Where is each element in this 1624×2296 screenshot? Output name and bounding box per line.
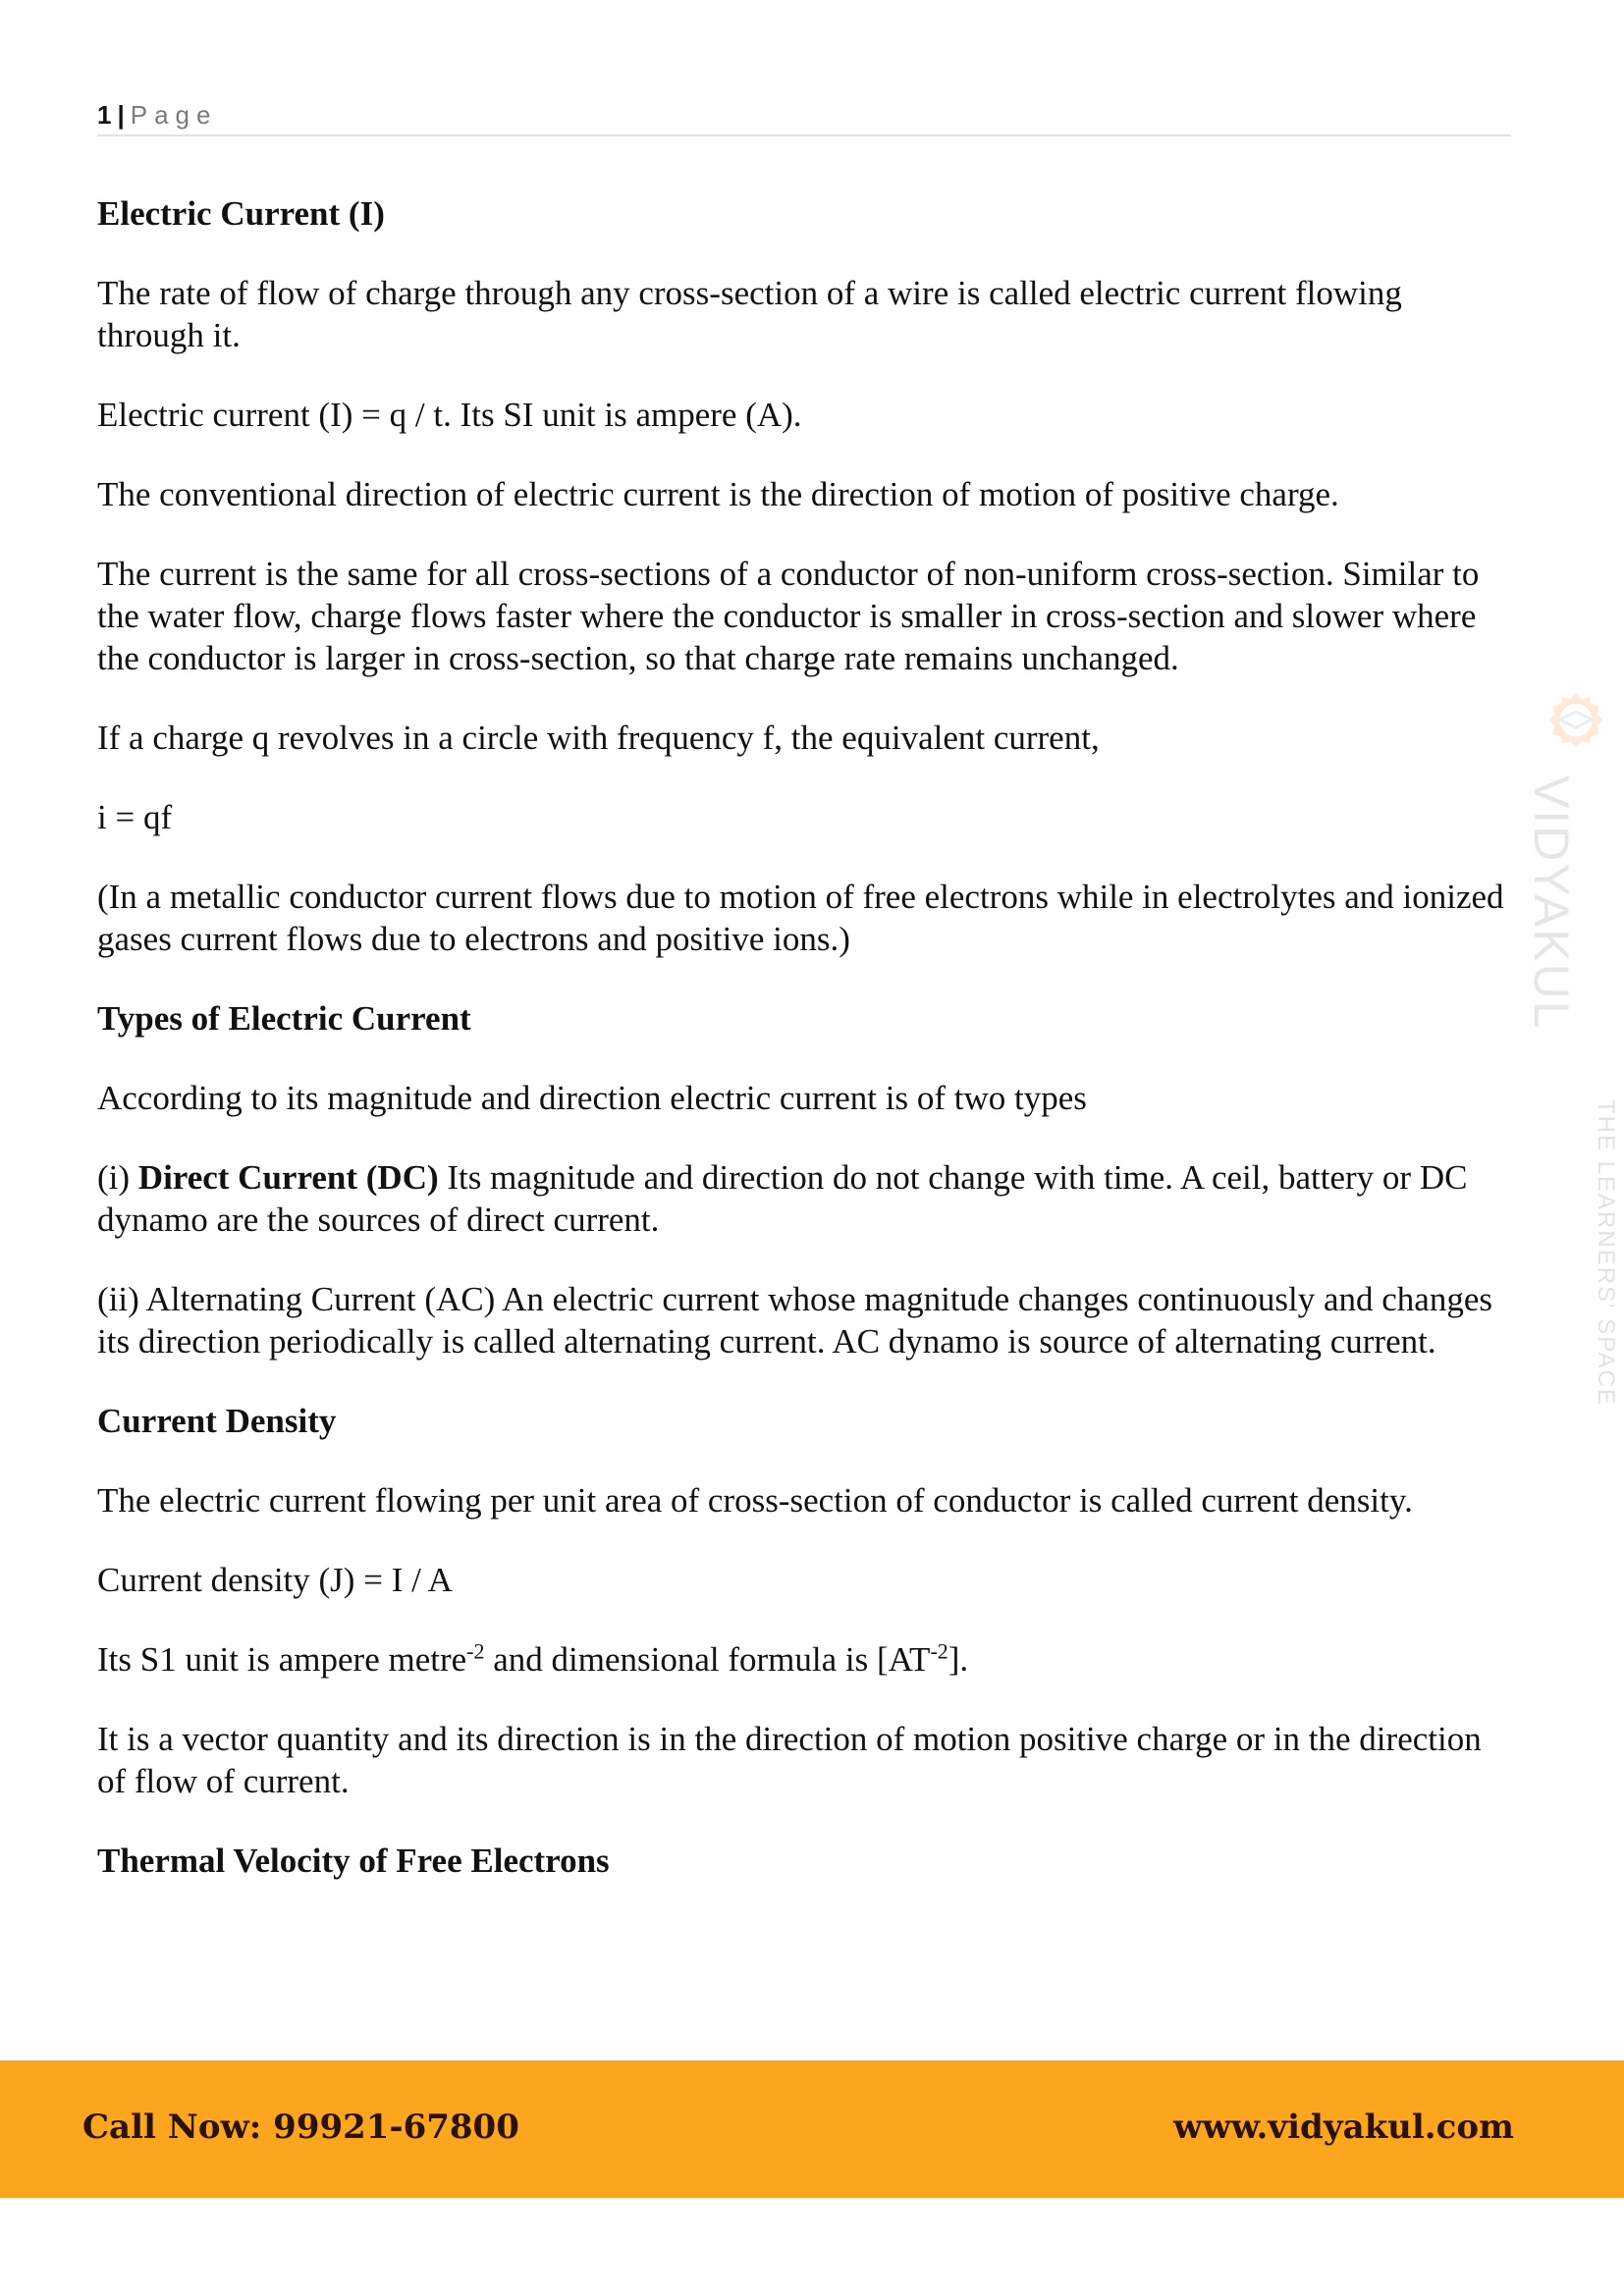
heading-thermal-velocity: Thermal Velocity of Free Electrons: [97, 1842, 610, 1880]
si-unit-exponent-2: -2: [930, 1638, 948, 1664]
watermark-brand: VIDYAKUL: [1524, 775, 1579, 1031]
equation-current-density: Current density (J) = I / A: [97, 1561, 453, 1599]
page-header: [97, 98, 1511, 136]
si-unit-text-2: and dimensional formula is [AT: [484, 1640, 931, 1679]
heading-current-density: Current Density: [97, 1402, 337, 1440]
heading-types-of-current: Types of Electric Current: [97, 999, 471, 1038]
website-link[interactable]: www.vidyakul.com: [1173, 2108, 1514, 2147]
paragraph-alternating-current: (ii) Alternating Current (AC) An electric current whose magnitude changes continuously and changes its direction periodically is called alternating current. AC dynamo is source of alternating current.: [97, 1280, 1492, 1361]
paragraph-direct-current: [97, 1156, 1511, 1241]
paragraph-density-definition: The electric current flowing per unit area of cross-section of conductor is called current density.: [97, 1481, 1413, 1520]
si-unit-text-3: ].: [947, 1640, 969, 1679]
paragraph-current-formula: Electric current (I) = q / t. Its SI unit is ampere (A).: [97, 396, 802, 434]
watermark-text-group: [1524, 775, 1620, 1757]
paragraph-rate-of-flow: The rate of flow of charge through any cross-section of a wire is called electric current flowing through it.: [97, 274, 1402, 354]
paragraph-revolving-charge: If a charge q revolves in a circle with frequency f, the equivalent current,: [97, 719, 1100, 757]
page-separator: |: [117, 100, 125, 130]
paragraph-conventional-direction: The conventional direction of electric current is the direction of motion of positive charge.: [97, 475, 1339, 513]
paragraph-same-current: The current is the same for all cross-sections of a conductor of non-uniform cross-section. Similar to the water flow, charge flows faster where the conductor is smaller in cross-section and slower where the conductor is larger in cross-section, so that charge rate remains unchanged.: [97, 555, 1480, 677]
page-number: 1: [97, 100, 112, 130]
paragraph-si-unit: [97, 1638, 1511, 1681]
dc-prefix: (i): [97, 1158, 138, 1197]
footer-banner: [0, 2060, 1624, 2198]
document-body: [97, 192, 1511, 1919]
vidyakul-watermark: [1524, 687, 1620, 1767]
paragraph-vector-quantity: It is a vector quantity and its direction is in the direction of motion positive charge or in the direction of flow of current.: [97, 1720, 1482, 1800]
dc-text: Its magnitude and direction do not change with time. A ceil, battery or DC dynamo are the sources of direct current.: [97, 1158, 1468, 1239]
paragraph-metallic-conductor: (In a metallic conductor current flows due to motion of free electrons while in electrolytes and ionized gases current flows due to electrons and positive ions.): [97, 878, 1504, 958]
si-unit-text-1: Its S1 unit is ampere metre: [97, 1640, 467, 1679]
equation-i-qf: i = qf: [97, 798, 173, 836]
gear-logo-icon: [1542, 687, 1610, 756]
page-label: Page: [130, 100, 218, 130]
dc-term: Direct Current (DC): [137, 1158, 439, 1197]
call-now-text: Call Now: 99921-67800: [82, 2108, 519, 2147]
watermark-tagline: THE LEARNERS' SPACE: [1593, 1099, 1619, 1407]
heading-electric-current: Electric Current (I): [97, 194, 385, 233]
si-unit-exponent-1: -2: [466, 1638, 485, 1664]
paragraph-two-types: According to its magnitude and direction electric current is of two types: [97, 1079, 1087, 1117]
